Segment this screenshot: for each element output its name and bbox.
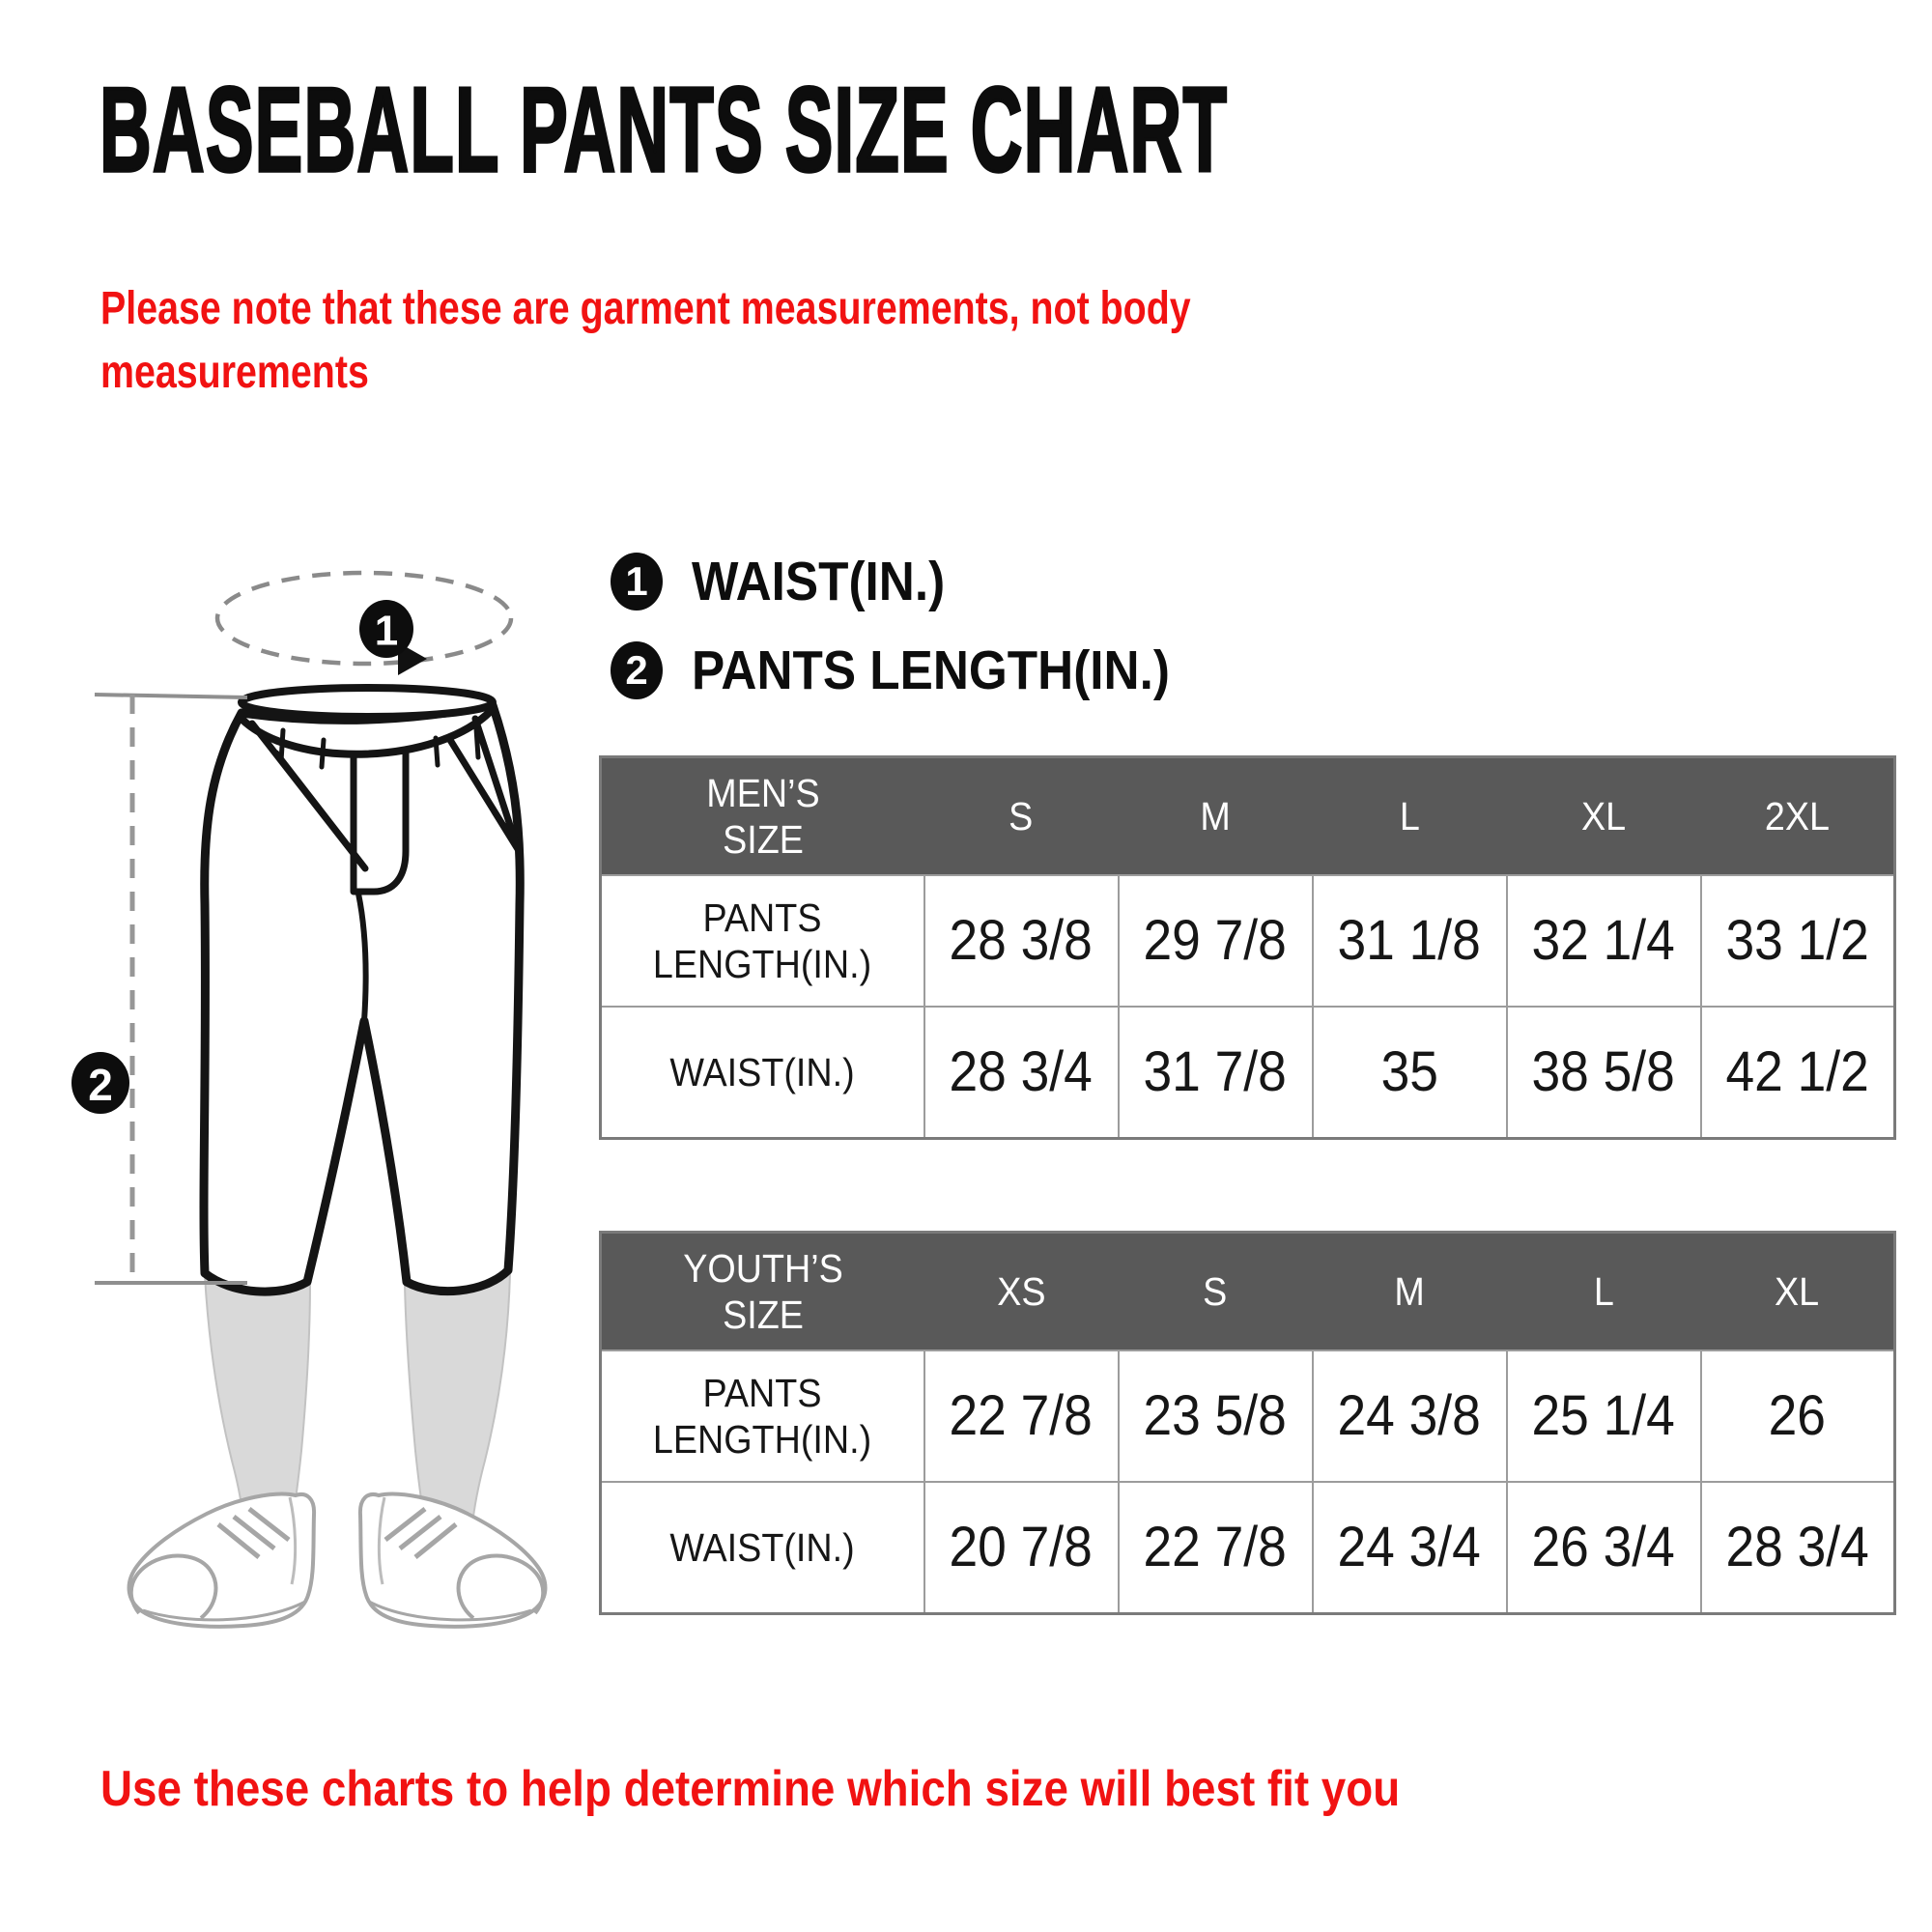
pants-illustration bbox=[204, 688, 520, 1292]
measurement-value-cell: 33 1/2 bbox=[1701, 875, 1895, 1007]
measurement-value-cell: 22 7/8 bbox=[1119, 1482, 1313, 1614]
size-header-row bbox=[601, 1233, 1895, 1351]
measurement-value-cell: 23 5/8 bbox=[1119, 1350, 1313, 1482]
measurement-value-cell: 26 bbox=[1701, 1350, 1895, 1482]
measurement-row-label: WAIST(IN.) bbox=[601, 1007, 924, 1139]
measurement-value-cell: 20 7/8 bbox=[924, 1482, 1119, 1614]
legend-badge-1: 1 bbox=[611, 553, 663, 611]
diagram-badge-2 bbox=[71, 1052, 129, 1114]
size-column-header: XL bbox=[1701, 1233, 1895, 1351]
legend-badge-2: 2 bbox=[611, 641, 663, 699]
table-row bbox=[601, 875, 1895, 1007]
mens-size-table bbox=[599, 755, 1896, 1140]
table-row bbox=[601, 1007, 1895, 1139]
measurement-value-cell: 31 7/8 bbox=[1119, 1007, 1313, 1139]
size-column-header: S bbox=[924, 757, 1119, 876]
measurement-value-cell: 22 7/8 bbox=[924, 1350, 1119, 1482]
youths-size-table bbox=[599, 1231, 1896, 1615]
table-row bbox=[601, 1350, 1895, 1482]
pants-diagram bbox=[58, 522, 618, 1642]
legend-label-pants-length: PANTS LENGTH(IN.) bbox=[692, 639, 1170, 701]
size-column-header: S bbox=[1119, 1233, 1313, 1351]
measurement-value-cell: 29 7/8 bbox=[1119, 875, 1313, 1007]
measurement-value-cell: 28 3/4 bbox=[924, 1007, 1119, 1139]
size-group-header: MEN’S SIZE bbox=[601, 757, 924, 876]
size-column-header: M bbox=[1313, 1233, 1507, 1351]
size-column-header: M bbox=[1119, 757, 1313, 876]
measurement-row-label: WAIST(IN.) bbox=[601, 1482, 924, 1614]
right-shoe-illustration bbox=[360, 1494, 546, 1627]
measurement-value-cell: 28 3/4 bbox=[1701, 1482, 1895, 1614]
measurement-value-cell: 24 3/8 bbox=[1313, 1350, 1507, 1482]
measurement-value-cell: 38 5/8 bbox=[1507, 1007, 1701, 1139]
diagram-badge-1 bbox=[359, 600, 413, 658]
measurement-value-cell: 25 1/4 bbox=[1507, 1350, 1701, 1482]
garment-note bbox=[100, 278, 1430, 406]
size-column-header: 2XL bbox=[1701, 757, 1895, 876]
footer-note-text: Use these charts to help determine which size will best fit you bbox=[100, 1761, 1401, 1817]
size-column-header: XS bbox=[924, 1233, 1119, 1351]
measurement-value-cell: 35 bbox=[1313, 1007, 1507, 1139]
measurement-value-cell: 24 3/4 bbox=[1313, 1482, 1507, 1614]
legend-item-waist bbox=[611, 537, 1223, 626]
legend-item-pants-length bbox=[611, 626, 1223, 715]
diagram-badge-2-number: 2 bbox=[88, 1060, 113, 1110]
measurement-value-cell: 42 1/2 bbox=[1701, 1007, 1895, 1139]
size-column-header: XL bbox=[1507, 757, 1701, 876]
waist-opening bbox=[242, 688, 493, 717]
measurement-value-cell: 32 1/4 bbox=[1507, 875, 1701, 1007]
measurement-value-cell: 26 3/4 bbox=[1507, 1482, 1701, 1614]
measurement-row-label: PANTS LENGTH(IN.) bbox=[601, 1350, 924, 1482]
size-group-header: YOUTH’S SIZE bbox=[601, 1233, 924, 1351]
left-shoe-illustration bbox=[129, 1494, 315, 1627]
size-column-header: L bbox=[1507, 1233, 1701, 1351]
garment-note-line1: Please note that these are garment measurements, not body bbox=[100, 283, 1191, 334]
measurement-row-label: PANTS LENGTH(IN.) bbox=[601, 875, 924, 1007]
diagram-badge-1-number: 1 bbox=[374, 607, 399, 655]
legend-label-waist: WAIST(IN.) bbox=[692, 551, 946, 612]
measurement-value-cell: 31 1/8 bbox=[1313, 875, 1507, 1007]
size-column-header: L bbox=[1313, 757, 1507, 876]
size-header-row bbox=[601, 757, 1895, 876]
table-row bbox=[601, 1482, 1895, 1614]
garment-note-line2: measurements bbox=[100, 347, 369, 398]
footer-note bbox=[100, 1760, 1577, 1818]
measurement-legend bbox=[611, 537, 1223, 715]
page-title-text: BASEBALL PANTS SIZE CHART bbox=[99, 64, 1229, 197]
measurement-value-cell: 28 3/8 bbox=[924, 875, 1119, 1007]
page-title bbox=[99, 64, 1932, 197]
